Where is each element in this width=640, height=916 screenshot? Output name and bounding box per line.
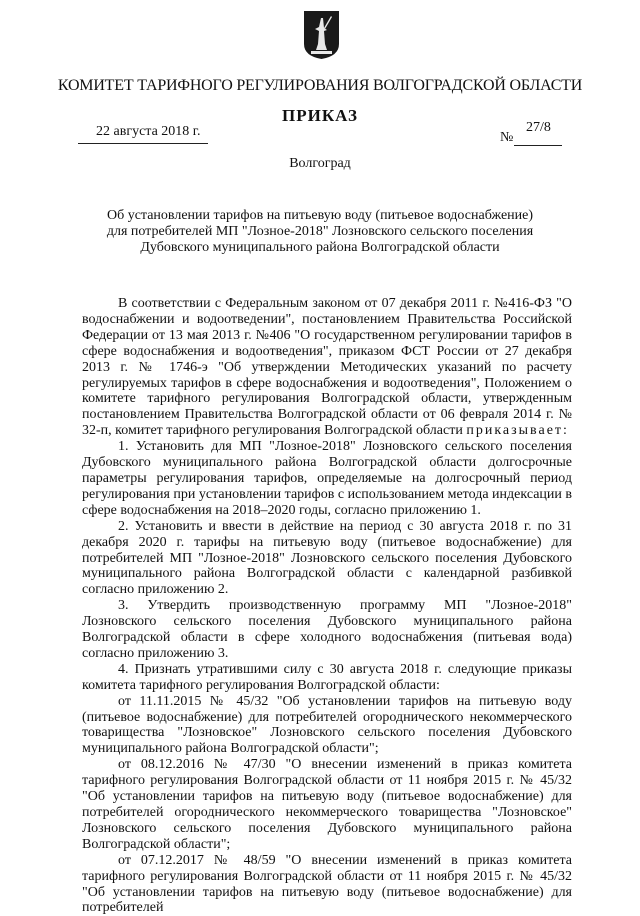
preamble-text: В соответствии с Федеральным законом от 07 декабря 2011 г. №416-ФЗ "О водоснабжении и водоотведении", постановлением Правительства Российской Федерации от 13 мая 2013 г. №406 "О государственном регулировании тарифов в сфере водоснабжения и водоотведения", приказом ФСТ России от 27 декабря 2013 г. № 1746-э "Об утверждении Методических указаний по расчету регулируемых тарифов в сфере водоснабжения и водоотведения", Положением о комитете тарифного регулирования Волгоградской области, утвержденным постановлением Правительства Волгоградской области от 06 февраля 2014 г. № 32-п, комитет тарифного регулирования Волгоградской области: [82, 296, 572, 439]
order-body: [82, 296, 572, 916]
order-subject: Об установлении тарифов на питьевую воду (питьевое водоснабжение) для потребителей МП "Лозное-2018" Лозновского сельского поселения Дубовского муниципального района Волгоградской области: [106, 208, 534, 255]
committee-name: КОМИТЕТ ТАРИФНОГО РЕГУЛИРОВАНИЯ ВОЛГОГРАДСКОЙ ОБЛАСТИ: [57, 77, 583, 94]
order-number: 27/8: [526, 120, 551, 135]
city: Волгоград: [289, 156, 351, 171]
date-underline: [78, 143, 208, 144]
order-date: 22 августа 2018 г.: [96, 124, 201, 139]
repealed-order-3: от 07.12.2017 № 48/59 "О внесении изменений в приказ комитета тарифного регулирования Волгоградской области от 11 ноября 2015 г. № 45/32 "Об установлении тарифов на питьевую воду (питьевое водоснабжение) для потребителей: [82, 852, 572, 916]
item-2: 2. Установить и ввести в действие на период с 30 августа 2018 г. по 31 декабря 2020 г. тарифы на питьевую воду (питьевое водоснабжение) для потребителей МП "Лозное-2018" Лозновского сельского поселения Дубовского муниципального района Волгоградской области с календарной разбивкой согласно приложению 2.: [82, 518, 572, 598]
item-4: 4. Признать утратившими силу с 30 августа 2018 г. следующие приказы комитета тарифного регулирования Волгоградской области:: [82, 661, 572, 693]
item-1: 1. Установить для МП "Лозное-2018" Лозновского сельского поселения Дубовского муниципального района Волгоградской области долгосрочные параметры регулирования тарифов, определяемые на долгосрочный период регулирования при установлении тарифов с использованием метода индексации в сфере водоснабжения на 2018–2020 годы, согласно приложению 1.: [82, 439, 572, 518]
item-3: 3. Утвердить производственную программу МП "Лозное-2018" Лозновского сельского поселения Дубовского муниципального района Волгоградской области в сфере холодного водоснабжения (питьевая вода) согласно приложению 3.: [82, 598, 572, 661]
document-type: ПРИКАЗ: [282, 106, 358, 125]
coat-of-arms-icon: [303, 10, 340, 60]
preamble-verb: приказывает:: [466, 423, 569, 439]
number-underline: [514, 145, 562, 146]
repealed-order-1: от 11.11.2015 № 45/32 "Об установлении тарифов на питьевую воду (питьевое водоснабжение) для потребителей огороднического некоммерческого товарищества "Лозновское" Лозновского сельского поселения Дубовского муниципального района Волгоградской области";: [82, 693, 572, 757]
number-sign: №: [500, 130, 514, 145]
repealed-order-2: от 08.12.2016 № 47/30 "О внесении изменений в приказ комитета тарифного регулирования Волгоградской области от 11 ноября 2015 г. № 45/32 "Об установлении тарифов на питьевую воду (питьевое водоснабжение) для потребителей огороднического некоммерческого товарищества "Лозновское" Лозновского сельского поселения Дубовского муниципального района Волгоградской области";: [82, 757, 572, 852]
preamble: [82, 296, 572, 439]
